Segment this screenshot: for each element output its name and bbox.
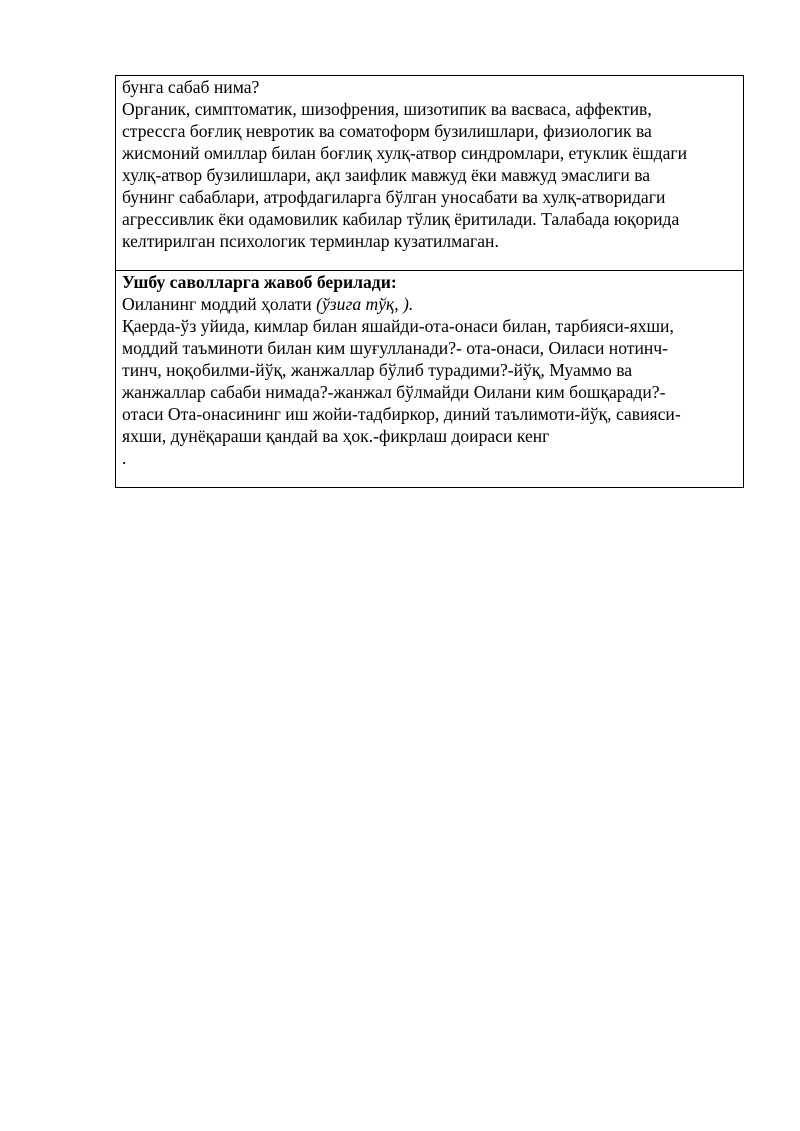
table-cell-analysis [116,76,744,271]
table-cell-family-info [116,271,744,488]
section-heading: Ушбу саволларга жавоб берилади: [122,272,397,292]
table-row [116,76,744,271]
text-line: тинч, ноқобилми-йўқ, жанжаллар бўлиб турадими?-йўқ, Муаммо ва [122,360,633,380]
text-normal: Оиланинг моддий ҳолати [122,294,317,314]
text-line: Қаерда-ўз уйида, кимлар билан яшайди-ота-онаси билан, тарбияси-яхши, [122,316,674,336]
text-line: яхши, дунёқараши қандай ва ҳок.-фикрлаш доираси кенг [122,426,550,446]
text-line [122,293,737,315]
text-line: Органик, симптоматик, шизофрения, шизотипик ва васваса, аффектив, [122,99,652,119]
text-italic: (ўзига тўқ, ). [316,294,414,314]
text-line: стрессга боғлиқ невротик ва соматоформ бузилишлари, физиологик ва [122,121,652,141]
text-line: жанжаллар сабаби нимада?-жанжал бўлмайди Оилани ким бошқаради?- [122,382,666,402]
text-line: моддий таъминоти билан ким шуғулланади?- ота-онаси, Оиласи нотинч- [122,338,668,358]
text-line: . [122,448,127,468]
text-line: агрессивлик ёки одамовилик кабилар тўлиқ ёритилади. Талабада юқорида [122,209,680,229]
text-line: отаси Ота-онасининг иш жойи-тадбиркор, диний таълимоти-йўқ, савияси- [122,404,681,424]
table-row [116,271,744,488]
text-line: бунга сабаб нима? [122,77,260,97]
content-table [115,75,744,488]
text-line: бунинг сабаблари, атрофдагиларга бўлган уносабати ва хулқ-атворидаги [122,187,666,207]
text-line: келтирилган психологик терминлар кузатилмаган. [122,231,499,251]
text-line: жисмоний омиллар билан боғлиқ хулқ-атвор синдромлари, етуклик ёшдаги [122,143,688,163]
text-line: хулқ-атвор бузилишлари, ақл заифлик мавжуд ёки мавжуд эмаслиги ва [122,165,651,185]
